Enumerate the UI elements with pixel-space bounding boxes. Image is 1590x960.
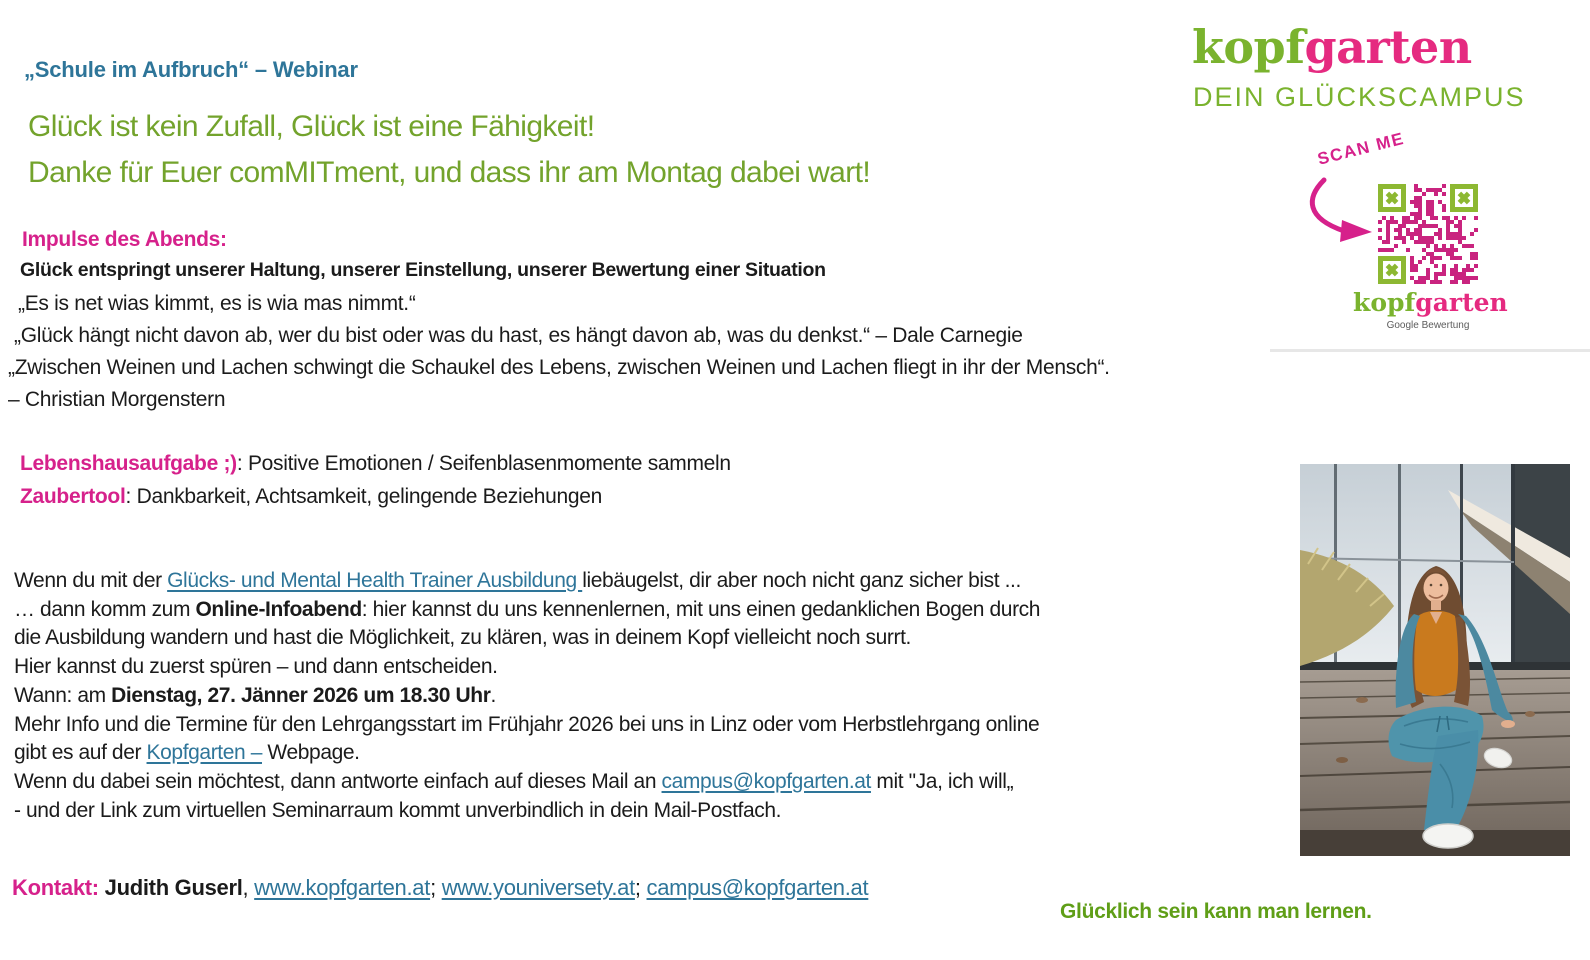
- info-line-1: Wenn du mit der Glücks- und Mental Health Trainer Ausbildung liebäugelst, dir aber noch nicht ganz sicher bist ...: [14, 569, 1021, 592]
- info-line-4: Hier kannst du zuerst spüren – und dann entscheiden.: [14, 655, 498, 679]
- contact-name: Judith Guserl: [104, 875, 243, 900]
- quote-attribution: – Christian Morgenstern: [8, 388, 226, 411]
- homework-block: [20, 448, 731, 513]
- impulse-statement: Glück entspringt unserer Haltung, unserer Einstellung, unserer Bewertung einer Situation: [20, 259, 826, 281]
- info-line-9: - und der Link zum virtuellen Seminarraum kommt unverbindlich in dein Mail-Postfach.: [14, 798, 782, 822]
- webinar-title: „Schule im Aufbruch“ – Webinar: [24, 57, 358, 82]
- judith-photo: [1300, 464, 1570, 856]
- info-line-2: … dann komm zum Online-Infoabend: hier kannst du uns kennenlernen, mit uns einen gedanklichen Bogen durch: [14, 597, 1041, 621]
- quotes-block: [8, 288, 1110, 416]
- webpage-link[interactable]: Kopfgarten –: [146, 741, 262, 765]
- homework-label: Lebenshausaufgabe ;): [20, 452, 237, 475]
- scan-arrow-icon: [1300, 176, 1390, 246]
- zaubertool-line: Zaubertool: Dankbarkeit, Achtsamkeit, gelingende Beziehungen: [20, 484, 602, 508]
- qr-brand: [1353, 288, 1508, 317]
- email-link[interactable]: campus@kopfgarten.at: [661, 769, 871, 793]
- info-paragraph: [14, 567, 1194, 825]
- qr-caption: Google Bewertung: [1386, 320, 1470, 331]
- contact-line: Kontakt: Judith Guserl, www.kopfgarten.at; www.youniversety.at; campus@kopfgarten.at: [12, 875, 869, 900]
- qr-finder-bottom-left-icon: [1378, 256, 1406, 284]
- contact-label: Kontakt:: [12, 875, 99, 900]
- kopfgarten-logo: [1192, 20, 1472, 74]
- event-date: Dienstag, 27. Jänner 2026 um 18.30 Uhr: [111, 683, 491, 707]
- logo-tagline: DEIN GLÜCKSCAMPUS: [1193, 82, 1526, 112]
- quote-1: „Es is net wias kimmt, es is wia mas nimmt.“: [18, 292, 416, 315]
- info-line-8: Wenn du dabei sein möchtest, dann antworte einfach auf dieses Mail an campus@kopfgarten.at mit "Ja, ich will„: [14, 769, 1014, 793]
- ausbildung-link[interactable]: Glücks- und Mental Health Trainer Ausbildung: [167, 569, 583, 592]
- qr-image-edge: [1270, 349, 1590, 352]
- contact-link-youniversety[interactable]: www.youniversety.at: [441, 875, 635, 900]
- headline-line1: Glück ist kein Zufall, Glück ist eine Fähigkeit!: [28, 110, 595, 143]
- headline-line2: Danke für Euer comMITment, und dass ihr am Montag dabei wart!: [28, 156, 871, 189]
- info-line-6: Mehr Info und die Termine für den Lehrgangsstart im Frühjahr 2026 bei uns in Linz oder vom Herbstlehrgang online: [14, 712, 1040, 736]
- scan-me-label: SCAN ME: [1315, 128, 1407, 169]
- contact-link-email[interactable]: campus@kopfgarten.at: [646, 875, 869, 900]
- logo-word-pink: garten: [1304, 20, 1472, 74]
- judith-photo-illustration: [1300, 464, 1570, 856]
- impulse-heading: Impulse des Abends:: [22, 228, 227, 251]
- homework-text: Positive Emotionen / Seifenblasenmomente sammeln: [247, 452, 731, 475]
- headline: [28, 104, 870, 196]
- contact-link-kopfgarten[interactable]: www.kopfgarten.at: [254, 875, 431, 900]
- qr-finder-top-right-icon: [1450, 184, 1478, 212]
- homework-line: Lebenshausaufgabe ;): Positive Emotionen / Seifenblasenmomente sammeln: [20, 452, 731, 475]
- info-line-7: gibt es auf der Kopfgarten – Webpage.: [14, 741, 360, 765]
- qr-finder-top-left-icon: [1378, 184, 1406, 212]
- quote-3: „Zwischen Weinen und Lachen schwingt die Schaukel des Lebens, zwischen Weinen und Lachen fliegt in ihr der Mensch“.: [8, 356, 1110, 379]
- zaubertool-label: Zaubertool: [20, 484, 126, 508]
- qr-code: [1378, 184, 1478, 284]
- logo-word-green: kopf: [1192, 20, 1305, 74]
- online-infoabend-label: Online-Infoabend: [195, 597, 362, 621]
- info-line-3: die Ausbildung wandern und hast die Möglichkeit, zu klären, was in deinem Kopf vielleicht noch surrt.: [14, 626, 911, 650]
- qr-brand-pink: garten: [1415, 288, 1508, 317]
- zaubertool-text: Dankbarkeit, Achtsamkeit, gelingende Beziehungen: [136, 484, 602, 508]
- slogan: Glücklich sein kann man lernen.: [1060, 900, 1372, 923]
- info-line-5: Wann: am Dienstag, 27. Jänner 2026 um 18.30 Uhr.: [14, 683, 496, 707]
- quote-2: „Glück hängt nicht davon ab, wer du bist oder was du hast, es hängt davon ab, was du denkst.“ – Dale Carnegie: [14, 324, 1023, 347]
- qr-brand-green: kopf: [1353, 288, 1416, 317]
